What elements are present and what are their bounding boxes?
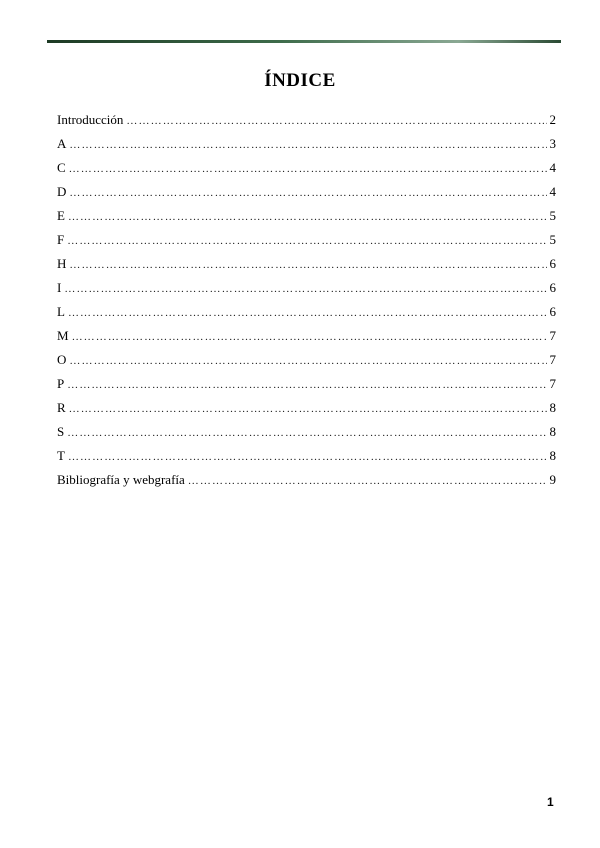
toc-dot-leader [69, 133, 546, 156]
toc-dot-leader [72, 325, 547, 348]
toc-entry[interactable] [57, 252, 556, 276]
toc-entry-label: D [57, 184, 67, 199]
toc-dot-leader [69, 349, 546, 372]
toc-entry-label: H [57, 256, 67, 271]
toc-dot-leader [69, 157, 547, 180]
toc-dot-leader [188, 469, 547, 492]
toc-entry-label: Bibliografía y webgrafía [57, 472, 185, 487]
toc-entry-label: R [57, 400, 66, 415]
toc-entry-page: 6 [549, 256, 556, 271]
toc-entry[interactable] [57, 276, 556, 300]
toc-entry[interactable] [57, 372, 556, 396]
toc-dot-leader [67, 229, 546, 252]
toc-entry-page: 6 [549, 280, 556, 295]
toc-entry-page: 9 [549, 472, 556, 487]
toc-entry-label: I [57, 280, 62, 295]
toc-dot-leader [126, 109, 546, 132]
toc-entry-page: 8 [549, 448, 556, 463]
toc-entry[interactable] [57, 348, 556, 372]
toc-entry[interactable] [57, 444, 556, 468]
toc-entry-label: O [57, 352, 67, 367]
toc-entry-label: Introducción [57, 112, 124, 127]
page-title: ÍNDICE [264, 70, 336, 91]
toc-entry[interactable] [57, 396, 556, 420]
page-number: 1 [547, 795, 554, 809]
toc-entry-label: P [57, 376, 65, 391]
toc-entry[interactable] [57, 156, 556, 180]
toc-entry[interactable] [57, 420, 556, 444]
toc-entry-label: E [57, 208, 65, 223]
toc-dot-leader [68, 301, 547, 324]
toc-entry-page: 8 [549, 424, 556, 439]
toc-entry[interactable] [57, 228, 556, 252]
toc-entry[interactable] [57, 132, 556, 156]
toc-entry-page: 5 [549, 232, 556, 247]
toc-dot-leader [64, 277, 546, 300]
toc-dot-leader [69, 181, 546, 204]
toc-dot-leader [68, 445, 547, 468]
toc-entry-label: S [57, 424, 65, 439]
toc-dot-leader [68, 205, 547, 228]
toc-entry[interactable] [57, 324, 556, 348]
toc-dot-leader [69, 253, 546, 276]
toc-entry-page: 6 [549, 304, 556, 319]
toc-entry-page: 2 [549, 112, 556, 127]
toc-entry-page: 3 [549, 136, 556, 151]
toc-dot-leader [67, 421, 546, 444]
toc-dot-leader [69, 397, 547, 420]
toc-entry[interactable] [57, 180, 556, 204]
toc-entry-page: 7 [549, 376, 556, 391]
toc-entry-label: M [57, 328, 69, 343]
toc-entry-label: A [57, 136, 67, 151]
header-rule [47, 40, 561, 43]
toc-entry-page: 8 [549, 400, 556, 415]
toc-entry[interactable] [57, 204, 556, 228]
toc-entry-label: L [57, 304, 65, 319]
toc-entry-label: F [57, 232, 65, 247]
toc-entry-label: T [57, 448, 65, 463]
toc-entry-page: 7 [549, 328, 556, 343]
toc-entry-page: 4 [549, 184, 556, 199]
toc-entry[interactable] [57, 108, 556, 132]
toc-entry[interactable] [57, 468, 556, 492]
toc-entry-page: 7 [549, 352, 556, 367]
toc-dot-leader [67, 373, 546, 396]
table-of-contents [57, 108, 556, 492]
toc-entry-page: 5 [549, 208, 556, 223]
toc-entry-label: C [57, 160, 66, 175]
toc-entry[interactable] [57, 300, 556, 324]
toc-entry-page: 4 [549, 160, 556, 175]
